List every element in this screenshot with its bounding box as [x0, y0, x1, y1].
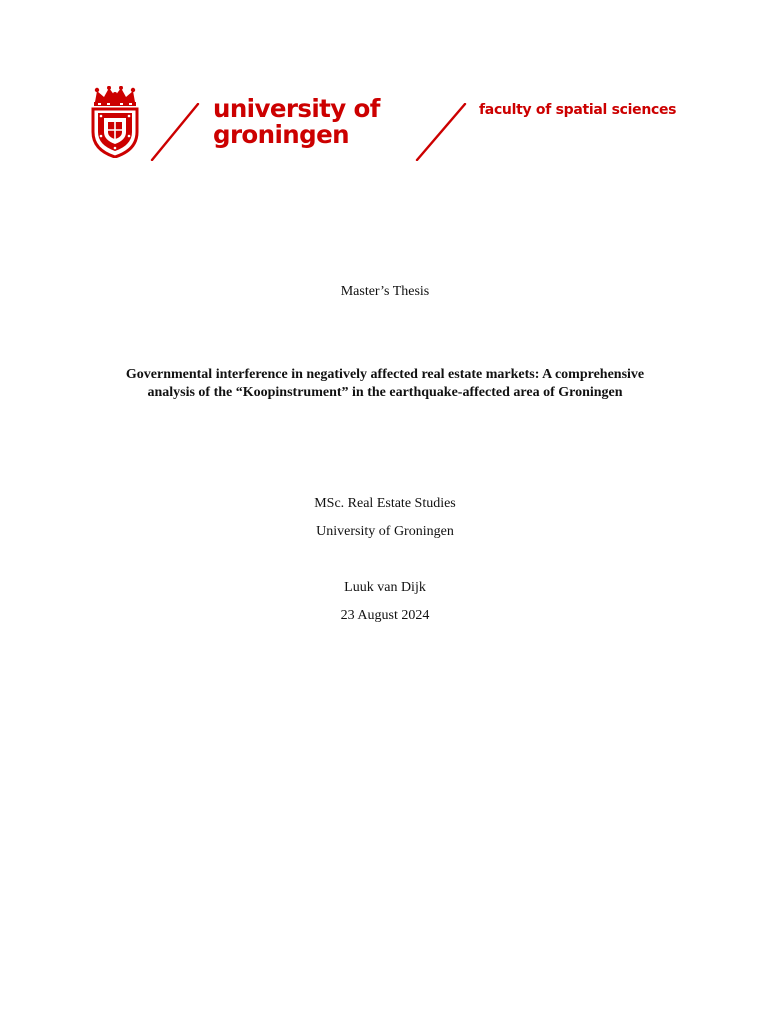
- university-wordmark: [213, 96, 380, 148]
- thesis-title-line-2: analysis of the “Koopinstrument” in the earthquake-affected area of Groningen: [147, 385, 623, 400]
- author-name: Luuk van Dijk: [344, 580, 426, 595]
- wordmark-line-1: university of: [213, 94, 380, 123]
- submission-date: 23 August 2024: [340, 608, 430, 623]
- divider-slash-icon: [415, 103, 467, 161]
- page-header: [0, 0, 770, 170]
- institution-name: University of Groningen: [316, 524, 454, 539]
- divider-slash-icon: [150, 103, 200, 161]
- wordmark-line-2: groningen: [213, 120, 349, 149]
- thesis-title-line-1: Governmental interference in negatively affected real estate markets: A comprehensive: [125, 367, 645, 382]
- thesis-title: [40, 366, 730, 402]
- document-type: Master’s Thesis: [340, 284, 430, 299]
- university-crest-icon: [89, 86, 141, 158]
- faculty-name: faculty of spatial sciences: [479, 102, 677, 118]
- degree-programme: MSc. Real Estate Studies: [314, 496, 456, 511]
